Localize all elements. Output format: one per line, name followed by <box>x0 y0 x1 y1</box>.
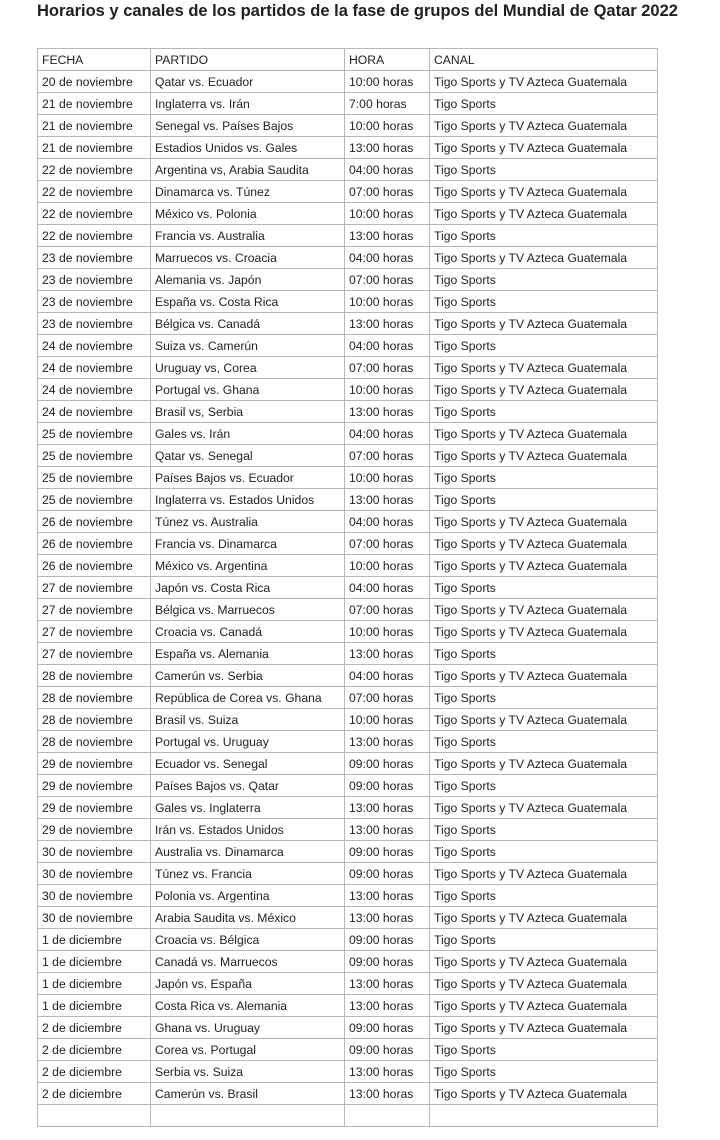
date-cell: 21 de noviembre <box>38 115 151 137</box>
channel-cell: Tigo Sports y TV Azteca Guatemala <box>430 203 658 225</box>
header-canal: CANAL <box>430 49 658 71</box>
time-cell: 09:00 horas <box>345 1039 430 1061</box>
match-cell: Portugal vs. Ghana <box>151 379 345 401</box>
match-cell: Dinamarca vs. Túnez <box>151 181 345 203</box>
date-cell: 22 de noviembre <box>38 159 151 181</box>
time-cell: 10:00 horas <box>345 203 430 225</box>
table-row <box>38 313 658 335</box>
channel-cell: Tigo Sports <box>430 885 658 907</box>
table-row <box>38 181 658 203</box>
time-cell: 04:00 horas <box>345 423 430 445</box>
table-row <box>38 643 658 665</box>
date-cell: 30 de noviembre <box>38 907 151 929</box>
channel-cell: Tigo Sports y TV Azteca Guatemala <box>430 665 658 687</box>
channel-cell: Tigo Sports y TV Azteca Guatemala <box>430 379 658 401</box>
match-cell: Francia vs. Australia <box>151 225 345 247</box>
channel-cell: Tigo Sports y TV Azteca Guatemala <box>430 445 658 467</box>
channel-cell: Tigo Sports y TV Azteca Guatemala <box>430 533 658 555</box>
table-row <box>38 687 658 709</box>
time-cell: 13:00 horas <box>345 1083 430 1105</box>
match-cell: Australia vs. Dinamarca <box>151 841 345 863</box>
time-cell: 07:00 horas <box>345 357 430 379</box>
match-cell: España vs. Costa Rica <box>151 291 345 313</box>
time-cell: 7:00 horas <box>345 93 430 115</box>
channel-cell: Tigo Sports y TV Azteca Guatemala <box>430 797 658 819</box>
date-cell <box>38 1105 151 1127</box>
time-cell: 13:00 horas <box>345 731 430 753</box>
table-row <box>38 731 658 753</box>
table-row <box>38 819 658 841</box>
time-cell: 07:00 horas <box>345 269 430 291</box>
table-row <box>38 863 658 885</box>
channel-cell: Tigo Sports y TV Azteca Guatemala <box>430 555 658 577</box>
match-cell: Inglaterra vs. Irán <box>151 93 345 115</box>
channel-cell <box>430 1105 658 1127</box>
table-row <box>38 225 658 247</box>
table-row <box>38 797 658 819</box>
channel-cell: Tigo Sports <box>430 1061 658 1083</box>
table-row <box>38 423 658 445</box>
table-row <box>38 379 658 401</box>
match-cell: Argentina vs, Arabia Saudita <box>151 159 345 181</box>
channel-cell: Tigo Sports <box>430 93 658 115</box>
date-cell: 21 de noviembre <box>38 137 151 159</box>
match-cell: Polonia vs. Argentina <box>151 885 345 907</box>
table-row <box>38 335 658 357</box>
channel-cell: Tigo Sports <box>430 467 658 489</box>
time-cell: 09:00 horas <box>345 753 430 775</box>
time-cell: 13:00 horas <box>345 995 430 1017</box>
time-cell: 04:00 horas <box>345 159 430 181</box>
table-row <box>38 467 658 489</box>
match-cell: Túnez vs. Francia <box>151 863 345 885</box>
time-cell: 09:00 horas <box>345 775 430 797</box>
channel-cell: Tigo Sports y TV Azteca Guatemala <box>430 71 658 93</box>
header-fecha: FECHA <box>38 49 151 71</box>
date-cell: 25 de noviembre <box>38 489 151 511</box>
time-cell: 07:00 horas <box>345 533 430 555</box>
channel-cell: Tigo Sports <box>430 841 658 863</box>
time-cell: 09:00 horas <box>345 929 430 951</box>
channel-cell: Tigo Sports <box>430 1039 658 1061</box>
date-cell: 24 de noviembre <box>38 401 151 423</box>
match-cell: Brasil vs, Serbia <box>151 401 345 423</box>
date-cell: 23 de noviembre <box>38 291 151 313</box>
date-cell: 29 de noviembre <box>38 753 151 775</box>
channel-cell: Tigo Sports y TV Azteca Guatemala <box>430 907 658 929</box>
date-cell: 28 de noviembre <box>38 709 151 731</box>
channel-cell: Tigo Sports <box>430 269 658 291</box>
match-cell <box>151 1105 345 1127</box>
time-cell: 13:00 horas <box>345 1061 430 1083</box>
table-row <box>38 203 658 225</box>
date-cell: 1 de diciembre <box>38 951 151 973</box>
date-cell: 22 de noviembre <box>38 203 151 225</box>
channel-cell: Tigo Sports y TV Azteca Guatemala <box>430 709 658 731</box>
time-cell: 10:00 horas <box>345 467 430 489</box>
table-row <box>38 1105 658 1127</box>
header-partido: PARTIDO <box>151 49 345 71</box>
table-row <box>38 709 658 731</box>
channel-cell: Tigo Sports y TV Azteca Guatemala <box>430 995 658 1017</box>
date-cell: 25 de noviembre <box>38 467 151 489</box>
time-cell: 10:00 horas <box>345 291 430 313</box>
match-cell: Japón vs. España <box>151 973 345 995</box>
match-cell: Serbia vs. Suiza <box>151 1061 345 1083</box>
date-cell: 25 de noviembre <box>38 445 151 467</box>
match-cell: Bélgica vs. Marruecos <box>151 599 345 621</box>
table-row <box>38 555 658 577</box>
time-cell: 13:00 horas <box>345 907 430 929</box>
time-cell: 13:00 horas <box>345 797 430 819</box>
table-row <box>38 1083 658 1105</box>
time-cell: 04:00 horas <box>345 577 430 599</box>
match-cell: Gales vs. Irán <box>151 423 345 445</box>
match-cell: Ghana vs. Uruguay <box>151 1017 345 1039</box>
time-cell: 13:00 horas <box>345 973 430 995</box>
time-cell <box>345 1105 430 1127</box>
time-cell: 09:00 horas <box>345 1017 430 1039</box>
channel-cell: Tigo Sports y TV Azteca Guatemala <box>430 599 658 621</box>
match-cell: República de Corea vs. Ghana <box>151 687 345 709</box>
date-cell: 30 de noviembre <box>38 885 151 907</box>
time-cell: 09:00 horas <box>345 951 430 973</box>
date-cell: 24 de noviembre <box>38 379 151 401</box>
table-row <box>38 1017 658 1039</box>
time-cell: 13:00 horas <box>345 401 430 423</box>
channel-cell: Tigo Sports y TV Azteca Guatemala <box>430 951 658 973</box>
time-cell: 10:00 horas <box>345 555 430 577</box>
table-row <box>38 445 658 467</box>
channel-cell: Tigo Sports <box>430 577 658 599</box>
date-cell: 24 de noviembre <box>38 357 151 379</box>
time-cell: 10:00 horas <box>345 709 430 731</box>
table-row <box>38 995 658 1017</box>
time-cell: 07:00 horas <box>345 687 430 709</box>
match-cell: Marruecos vs. Croacia <box>151 247 345 269</box>
table-row <box>38 951 658 973</box>
date-cell: 30 de noviembre <box>38 863 151 885</box>
match-cell: México vs. Argentina <box>151 555 345 577</box>
date-cell: 27 de noviembre <box>38 599 151 621</box>
channel-cell: Tigo Sports <box>430 775 658 797</box>
match-cell: Estadios Unidos vs. Gales <box>151 137 345 159</box>
match-cell: Países Bajos vs. Ecuador <box>151 467 345 489</box>
table-row <box>38 511 658 533</box>
channel-cell: Tigo Sports y TV Azteca Guatemala <box>430 137 658 159</box>
table-row <box>38 247 658 269</box>
date-cell: 23 de noviembre <box>38 313 151 335</box>
date-cell: 26 de noviembre <box>38 555 151 577</box>
channel-cell: Tigo Sports y TV Azteca Guatemala <box>430 621 658 643</box>
time-cell: 13:00 horas <box>345 885 430 907</box>
channel-cell: Tigo Sports y TV Azteca Guatemala <box>430 511 658 533</box>
table-row <box>38 973 658 995</box>
channel-cell: Tigo Sports <box>430 489 658 511</box>
header-row <box>38 49 658 71</box>
table-row <box>38 291 658 313</box>
channel-cell: Tigo Sports y TV Azteca Guatemala <box>430 1017 658 1039</box>
time-cell: 13:00 horas <box>345 489 430 511</box>
match-cell: Croacia vs. Bélgica <box>151 929 345 951</box>
date-cell: 21 de noviembre <box>38 93 151 115</box>
match-cell: España vs. Alemania <box>151 643 345 665</box>
date-cell: 29 de noviembre <box>38 819 151 841</box>
match-cell: Ecuador vs. Senegal <box>151 753 345 775</box>
match-cell: Qatar vs. Ecuador <box>151 71 345 93</box>
table-row <box>38 71 658 93</box>
table-row <box>38 93 658 115</box>
table-row <box>38 885 658 907</box>
time-cell: 09:00 horas <box>345 841 430 863</box>
channel-cell: Tigo Sports y TV Azteca Guatemala <box>430 973 658 995</box>
time-cell: 10:00 horas <box>345 379 430 401</box>
channel-cell: Tigo Sports <box>430 291 658 313</box>
match-cell: Camerún vs. Serbia <box>151 665 345 687</box>
time-cell: 04:00 horas <box>345 247 430 269</box>
date-cell: 22 de noviembre <box>38 225 151 247</box>
match-cell: Gales vs. Inglaterra <box>151 797 345 819</box>
date-cell: 26 de noviembre <box>38 511 151 533</box>
channel-cell: Tigo Sports <box>430 687 658 709</box>
channel-cell: Tigo Sports y TV Azteca Guatemala <box>430 115 658 137</box>
time-cell: 09:00 horas <box>345 863 430 885</box>
match-cell: México vs. Polonia <box>151 203 345 225</box>
time-cell: 13:00 horas <box>345 643 430 665</box>
channel-cell: Tigo Sports y TV Azteca Guatemala <box>430 1083 658 1105</box>
date-cell: 2 de diciembre <box>38 1017 151 1039</box>
match-cell: Senegal vs. Países Bajos <box>151 115 345 137</box>
date-cell: 2 de diciembre <box>38 1039 151 1061</box>
table-row <box>38 929 658 951</box>
channel-cell: Tigo Sports y TV Azteca Guatemala <box>430 753 658 775</box>
match-cell: Japón vs. Costa Rica <box>151 577 345 599</box>
time-cell: 10:00 horas <box>345 71 430 93</box>
date-cell: 20 de noviembre <box>38 71 151 93</box>
table-row <box>38 753 658 775</box>
date-cell: 23 de noviembre <box>38 247 151 269</box>
table-row <box>38 357 658 379</box>
time-cell: 07:00 horas <box>345 445 430 467</box>
match-cell: Canadá vs. Marruecos <box>151 951 345 973</box>
channel-cell: Tigo Sports <box>430 225 658 247</box>
time-cell: 10:00 horas <box>345 621 430 643</box>
channel-cell: Tigo Sports y TV Azteca Guatemala <box>430 423 658 445</box>
date-cell: 27 de noviembre <box>38 577 151 599</box>
date-cell: 24 de noviembre <box>38 335 151 357</box>
match-cell: Costa Rica vs. Alemania <box>151 995 345 1017</box>
date-cell: 2 de diciembre <box>38 1061 151 1083</box>
channel-cell: Tigo Sports <box>430 159 658 181</box>
table-row <box>38 599 658 621</box>
time-cell: 07:00 horas <box>345 599 430 621</box>
table-row <box>38 401 658 423</box>
date-cell: 1 de diciembre <box>38 995 151 1017</box>
date-cell: 26 de noviembre <box>38 533 151 555</box>
date-cell: 2 de diciembre <box>38 1083 151 1105</box>
table-row <box>38 841 658 863</box>
match-cell: Alemania vs. Japón <box>151 269 345 291</box>
match-cell: Corea vs. Portugal <box>151 1039 345 1061</box>
date-cell: 28 de noviembre <box>38 687 151 709</box>
match-cell: Suiza vs. Camerún <box>151 335 345 357</box>
date-cell: 29 de noviembre <box>38 775 151 797</box>
schedule-body <box>38 71 658 1127</box>
match-cell: Qatar vs. Senegal <box>151 445 345 467</box>
schedule-table <box>37 48 658 1127</box>
match-cell: Croacia vs. Canadá <box>151 621 345 643</box>
match-cell: Bélgica vs. Canadá <box>151 313 345 335</box>
date-cell: 23 de noviembre <box>38 269 151 291</box>
match-cell: Uruguay vs, Corea <box>151 357 345 379</box>
match-cell: Brasil vs. Suiza <box>151 709 345 731</box>
match-cell: Irán vs. Estados Unidos <box>151 819 345 841</box>
match-cell: Arabia Saudita vs. México <box>151 907 345 929</box>
document-title: Horarios y canales de los partidos de la fase de grupos del Mundial de Qatar 2022 <box>37 2 678 20</box>
channel-cell: Tigo Sports y TV Azteca Guatemala <box>430 863 658 885</box>
channel-cell: Tigo Sports y TV Azteca Guatemala <box>430 357 658 379</box>
time-cell: 13:00 horas <box>345 225 430 247</box>
date-cell: 28 de noviembre <box>38 731 151 753</box>
channel-cell: Tigo Sports <box>430 401 658 423</box>
table-row <box>38 577 658 599</box>
table-row <box>38 137 658 159</box>
time-cell: 13:00 horas <box>345 819 430 841</box>
table-row <box>38 665 658 687</box>
table-row <box>38 907 658 929</box>
match-cell: Túnez vs. Australia <box>151 511 345 533</box>
header-hora: HORA <box>345 49 430 71</box>
table-row <box>38 115 658 137</box>
table-row <box>38 269 658 291</box>
match-cell: Inglaterra vs. Estados Unidos <box>151 489 345 511</box>
channel-cell: Tigo Sports y TV Azteca Guatemala <box>430 313 658 335</box>
date-cell: 29 de noviembre <box>38 797 151 819</box>
channel-cell: Tigo Sports y TV Azteca Guatemala <box>430 247 658 269</box>
match-cell: Países Bajos vs. Qatar <box>151 775 345 797</box>
time-cell: 07:00 horas <box>345 181 430 203</box>
time-cell: 13:00 horas <box>345 313 430 335</box>
match-cell: Francia vs. Dinamarca <box>151 533 345 555</box>
table-row <box>38 1039 658 1061</box>
date-cell: 22 de noviembre <box>38 181 151 203</box>
table-row <box>38 621 658 643</box>
time-cell: 04:00 horas <box>345 335 430 357</box>
time-cell: 10:00 horas <box>345 115 430 137</box>
channel-cell: Tigo Sports <box>430 929 658 951</box>
date-cell: 27 de noviembre <box>38 621 151 643</box>
table-row <box>38 533 658 555</box>
time-cell: 04:00 horas <box>345 511 430 533</box>
date-cell: 1 de diciembre <box>38 929 151 951</box>
channel-cell: Tigo Sports <box>430 819 658 841</box>
table-row <box>38 159 658 181</box>
channel-cell: Tigo Sports <box>430 335 658 357</box>
channel-cell: Tigo Sports <box>430 643 658 665</box>
date-cell: 1 de diciembre <box>38 973 151 995</box>
date-cell: 28 de noviembre <box>38 665 151 687</box>
match-cell: Portugal vs. Uruguay <box>151 731 345 753</box>
date-cell: 25 de noviembre <box>38 423 151 445</box>
date-cell: 27 de noviembre <box>38 643 151 665</box>
time-cell: 13:00 horas <box>345 137 430 159</box>
date-cell: 30 de noviembre <box>38 841 151 863</box>
channel-cell: Tigo Sports y TV Azteca Guatemala <box>430 181 658 203</box>
table-row <box>38 1061 658 1083</box>
match-cell: Camerún vs. Brasil <box>151 1083 345 1105</box>
time-cell: 04:00 horas <box>345 665 430 687</box>
channel-cell: Tigo Sports <box>430 731 658 753</box>
table-row <box>38 489 658 511</box>
table-row <box>38 775 658 797</box>
